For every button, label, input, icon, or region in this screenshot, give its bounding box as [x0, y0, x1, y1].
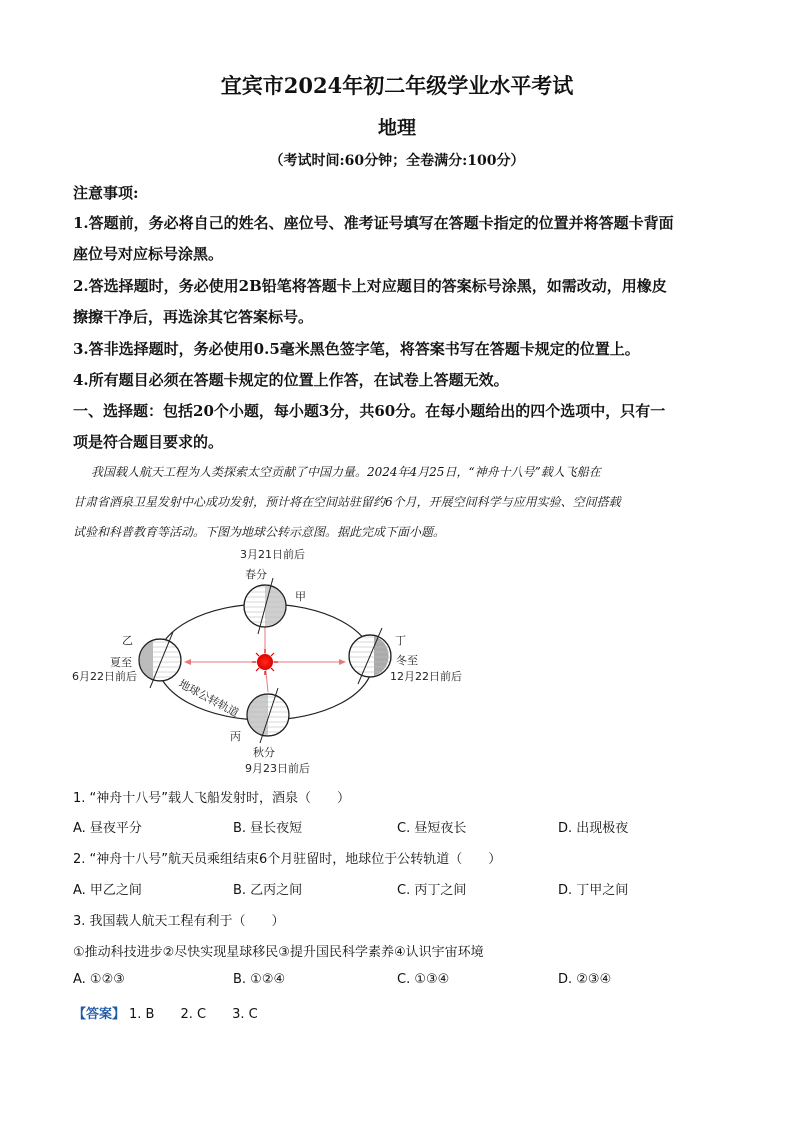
q2-option-c: C. 丙丁之间 — [397, 883, 467, 898]
q2-option-b: B. 乙丙之间 — [233, 883, 303, 898]
arrow-winter — [339, 659, 346, 665]
question-3-statements: ①推动科技进步②尽快实现星球移民③提升国民科学素养④认识宇宙环境 — [73, 945, 484, 960]
q2-option-d: D. 丁甲之间 — [558, 883, 629, 898]
q1-option-c: C. 昼短夜长 — [397, 821, 467, 836]
note-line-2: 座位号对应标号涂黑。 — [73, 245, 224, 263]
intro-line-2: 甘肃省酒泉卫星发射中心成功发射，预计将在空间站驻留约6个月，开展空间科学与应用实验、空间搭载 — [73, 495, 621, 509]
label-spring: 春分 — [245, 568, 267, 581]
section-heading-line-1: 一、选择题：包括20个小题，每小题3分，共60分。在每小题给出的四个选项中，只有一 — [73, 402, 666, 420]
q3-option-d: D. ②③④ — [558, 972, 612, 987]
note-line-3: 2.答选择题时，务必使用2B铅笔将答题卡上对应题目的答案标号涂黑，如需改动，用橡皮 — [73, 277, 667, 295]
q1-option-a: A. 昼夜平分 — [73, 821, 142, 836]
label-ding: 丁 — [395, 634, 406, 647]
exam-title: 宜宾市2024年初二年级学业水平考试 — [220, 73, 574, 98]
intro-line-1: 我国载人航天工程为人类探索太空贡献了中国力量。2024年4月25日，“神舟十八号”载人飞船在 — [91, 465, 601, 479]
answer-tag: 【答案】 — [73, 1007, 126, 1022]
question-2-stem: 2. “神舟十八号”航天员乘组结束6个月驻留时，地球位于公转轨道（ ） — [73, 852, 502, 867]
arrow-summer — [184, 659, 191, 665]
notes-heading: 注意事项: — [73, 184, 139, 202]
note-line-6: 4.所有题目必须在答题卡规定的位置上作答，在试卷上答题无效。 — [73, 371, 509, 389]
note-line-1: 1.答题前，务必将自己的姓名、座位号、准考证号填写在答题卡指定的位置并将答题卡背面 — [73, 214, 674, 232]
q3-option-a: A. ①②③ — [73, 972, 125, 987]
label-yi: 乙 — [122, 634, 133, 647]
label-winter-date: 12月22日前后 — [390, 670, 462, 683]
label-jia: 甲 — [295, 590, 306, 603]
intro-passage — [73, 457, 723, 547]
earth-revolution-diagram — [60, 540, 480, 780]
earth-winter — [349, 628, 391, 684]
note-line-4: 擦擦干净后，再选涂其它答案标号。 — [73, 308, 314, 326]
label-orbit: 地球公转轨道 — [176, 677, 241, 720]
intro-line-3: 试验和科普教育等活动。下图为地球公转示意图。据此完成下面小题。 — [73, 525, 446, 539]
label-bing: 丙 — [230, 730, 241, 743]
answer-key — [73, 1003, 280, 1022]
note-line-5: 3.答非选择题时，务必使用0.5毫米黑色签字笔，将答案书写在答题卡规定的位置上。 — [73, 340, 640, 358]
earth-spring — [244, 578, 286, 634]
label-summer: 夏至 — [110, 656, 132, 669]
section-heading-line-2: 项是符合题目要求的。 — [73, 433, 224, 451]
question-1-stem: 1. “神舟十八号”载人飞船发射时，酒泉（ ） — [73, 791, 351, 806]
earth-summer — [138, 632, 181, 688]
label-summer-date: 6月22日前后 — [72, 670, 137, 683]
label-spring-date: 3月21日前后 — [240, 548, 305, 561]
q1-option-d: D. 出现极夜 — [558, 821, 629, 836]
q2-option-a: A. 甲乙之间 — [73, 883, 142, 898]
answer-1: 1. B — [129, 1007, 155, 1022]
answer-3: 3. C — [232, 1007, 258, 1022]
answer-2: 2. C — [180, 1007, 207, 1022]
q1-option-b: B. 昼长夜短 — [233, 821, 303, 836]
label-autumn: 秋分 — [253, 746, 275, 759]
q3-option-c: C. ①③④ — [397, 972, 450, 987]
label-winter: 冬至 — [396, 654, 418, 667]
label-autumn-date: 9月23日前后 — [245, 762, 310, 775]
earth-autumn — [247, 688, 289, 743]
q3-option-b: B. ①②④ — [233, 972, 286, 987]
question-3-stem: 3. 我国载人航天工程有利于（ ） — [73, 914, 285, 929]
exam-info: （考试时间:60分钟；全卷满分:100分） — [269, 153, 525, 169]
sun-icon — [252, 649, 278, 675]
subject-title: 地理 — [377, 117, 416, 139]
